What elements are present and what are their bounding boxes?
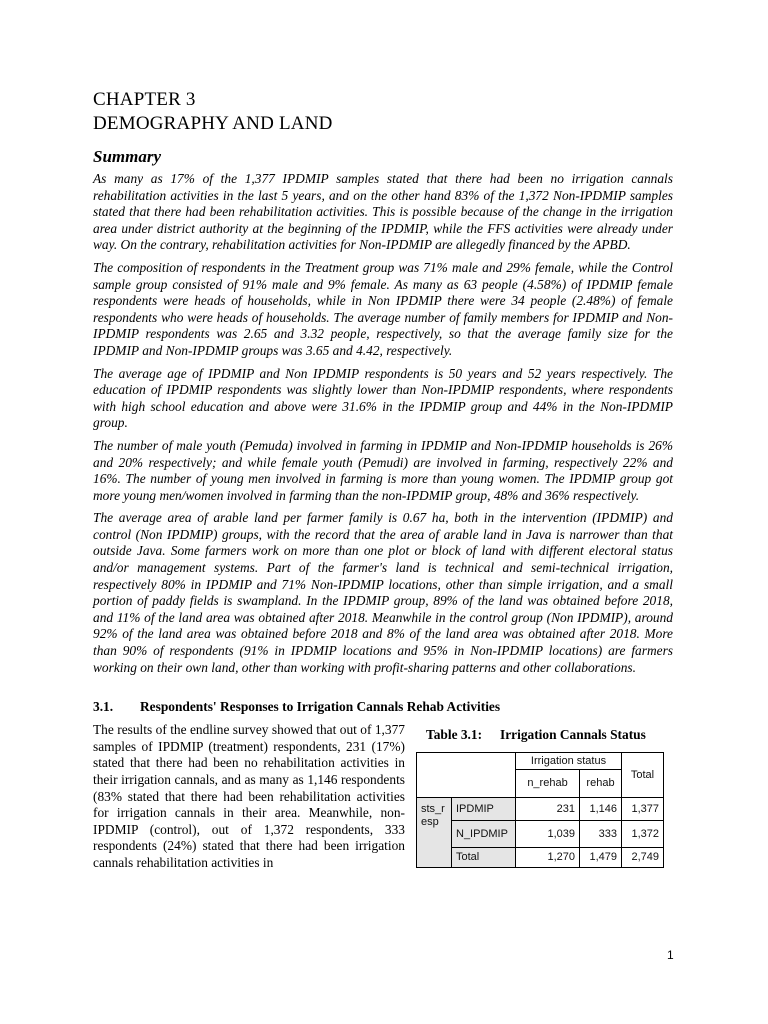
chapter-number: CHAPTER 3 (93, 89, 196, 110)
table-row-label: Total (452, 848, 516, 868)
table-cell: 1,372 (622, 821, 664, 848)
table-caption-title: Irrigation Cannals Status (500, 727, 646, 743)
table-cell: 333 (580, 821, 622, 848)
section-heading (93, 698, 673, 715)
summary-paragraph: The number of male youth (Pemuda) involved in farming in IPDMIP and Non-IPDMIP households is 26% and 20% respectively; and while female youth (Pemudi) are involved in farming, respectively 22% and 16%. The number of young men involved in farming is more than young women. The IPDMIP group got more young men/women involved in farming than the non-IPDMIP group, 48% and 36% respectively. (93, 437, 673, 503)
chapter-title: DEMOGRAPHY AND LAND (93, 113, 333, 134)
table-cell: 2,749 (622, 848, 664, 868)
table-cell: 1,146 (580, 798, 622, 821)
section-content (93, 722, 673, 882)
table-corner-cell (417, 753, 516, 798)
table-cell: 1,377 (622, 798, 664, 821)
document-page (93, 88, 673, 882)
summary-paragraph: The average age of IPDMIP and Non IPDMIP respondents is 50 years and 52 years respectively. The education of IPDMIP respondents was slightly lower than Non-IPDMIP respondents, where respondents with high school education and above were 31.6% in the IPDMIP group and 44% in the Non-IPDMIP group. (93, 365, 673, 431)
table-header-rehab: rehab (580, 770, 622, 798)
table-row-group-label: sts_resp (417, 798, 452, 868)
table-caption (426, 726, 673, 743)
summary-paragraph: The average area of arable land per farmer family is 0.67 ha, both in the intervention (IPDMIP) and control (Non IPDMIP) groups, with the record that the area of arable land in Java is narrower than that outside Java. Some farmers work on more than one plot or block of land with different electoral status and/or management systems. Part of the farmer's land is technical and semi-technical irrigation, respectively 80% in IPDMIP and 71% Non-IPDMIP locations, other than simple irrigation, and a small portion of paddy fields is swampland. In the IPDMIP group, 89% of the land was obtained before 2018, and 11% of the land area was obtained after 2018. Meanwhile in the control group (Non IPDMIP), around 92% of the land area was obtained before 2018 and 8% of the land area was obtained after 2018. More than 90% of respondents (91% in IPDMIP locations and 95% in Non-IPDMIP locations) are farmers working on their own land, other than working with profit-sharing patterns and other collaborations. (93, 510, 673, 675)
table-cell: 1,270 (516, 848, 580, 868)
table-header-total: Total (622, 753, 664, 798)
irrigation-status-table (416, 752, 664, 868)
irrigation-status-table-block (416, 722, 673, 868)
table-row-label: N_IPDMIP (452, 821, 516, 848)
table-caption-number: Table 3.1: (426, 727, 483, 743)
table-header-n-rehab: n_rehab (516, 770, 580, 798)
summary-paragraph: As many as 17% of the 1,377 IPDMIP samples stated that there had been no irrigation cannals rehabilitation activities in the last 5 years, and on the other hand 83% of the 1,372 Non-IPDMIP samples stated that there had been rehabilitation activities. This is possible because of the change in the irrigation area under district authority at the beginning of the IPDMIP, while the FFS activities were already under way. On the contrary, rehabilitation activities for Non-IPDMIP are allegedly financed by the APBD. (93, 171, 673, 253)
section-number: 3.1. (93, 699, 114, 715)
section-body-text: The results of the endline survey showed that out of 1,377 samples of IPDMIP (treatment) respondents, 231 (17%) stated that there had been no rehabilitation activities in their irrigation cannals, and as many as 1,146 respondents (83% stated that there had been rehabilitation activities for irrigation cannals in their area. Meanwhile, non- IPDMIP (control), out of 1,372 respondents, 333 respondents (24%) stated that there had been irrigation cannals rehabilitation activities in (93, 722, 405, 870)
summary-paragraph: The composition of respondents in the Treatment group was 71% male and 29% female, while the Control sample group consisted of 91% male and 9% female. As many as 63 people (4.58%) of IPDMIP female respondents were heads of households, while in Non IPDMIP there were 34 people (2.48%) of female respondents who were heads of households. The average number of family members for IPDMIP and Non-IPDMIP respondents was 2.65 and 3.32 people, respectively, so that the average family size for the IPDMIP and Non-IPDMIP groups was 3.65 and 4.42, respectively. (93, 259, 673, 358)
table-cell: 231 (516, 798, 580, 821)
page-number: 1 (667, 948, 674, 962)
table-cell: 1,039 (516, 821, 580, 848)
table-group-header: Irrigation status (516, 753, 622, 770)
table-cell: 1,479 (580, 848, 622, 868)
summary-heading: Summary (93, 147, 162, 166)
section-title: Respondents' Responses to Irrigation Cannals Rehab Activities (140, 699, 501, 715)
table-row-label: IPDMIP (452, 798, 516, 821)
